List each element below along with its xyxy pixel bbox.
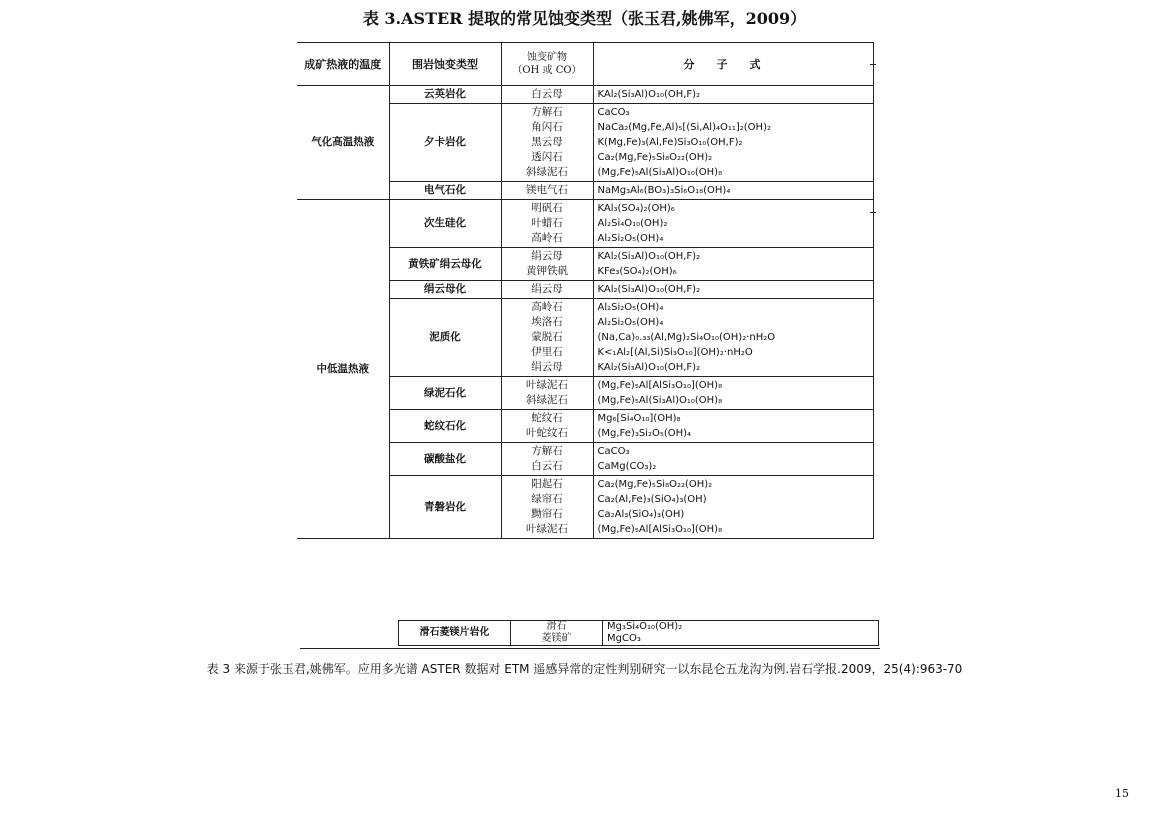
formula-list (593, 377, 873, 410)
header-type: 围岩蚀变类型 (389, 43, 501, 86)
mineral: 角闪石 (531, 121, 563, 133)
mineral-list (501, 281, 593, 299)
formula: (Mg,Fe)₅Al[AlSi₃O₁₀](OH)₈ (597, 380, 723, 391)
mineral: 镁电气石 (526, 184, 568, 196)
formula: Ca₂(Mg,Fe)₅Si₈O₂₂(OH)₂ (597, 479, 713, 490)
formula: KFe₃(SO₄)₂(OH)₆ (597, 266, 677, 277)
formula: Al₂Si₂O₅(OH)₄ (597, 317, 664, 328)
alteration-type: 蛇纹石化 (389, 410, 501, 443)
mineral: 透闪石 (531, 151, 563, 163)
formula: NaCa₂(Mg,Fe,Al)₅[(Si,Al)₄O₁₁]₂(OH)₂ (597, 122, 771, 133)
alteration-type: 黄铁矿绢云母化 (389, 248, 501, 281)
mineral: 绢云母 (531, 361, 563, 373)
mineral: 斜绿泥石 (526, 394, 568, 406)
mineral: 高岭石 (531, 301, 563, 313)
header-formula: 分子式 (593, 43, 873, 86)
alteration-type: 碳酸盐化 (389, 443, 501, 476)
header-mineral (501, 43, 593, 86)
formula-list (593, 86, 873, 104)
table-row (399, 621, 879, 646)
mineral: 叶蛇纹石 (526, 427, 568, 439)
mineral-list (501, 443, 593, 476)
mineral: 伊里石 (531, 346, 563, 358)
alteration-type: 云英岩化 (389, 86, 501, 104)
alteration-type: 绢云母化 (389, 281, 501, 299)
mineral-list (501, 476, 593, 539)
formula-list (593, 476, 873, 539)
alteration-type: 泥质化 (389, 299, 501, 377)
temp-class: 中低温热液 (297, 200, 389, 539)
mineral: 白云母 (531, 88, 563, 100)
formula: Mg₃Si₄O₁₀(OH)₂ (607, 621, 683, 632)
table-header-row (297, 43, 873, 86)
alteration-type: 青磐岩化 (389, 476, 501, 539)
table-body (297, 86, 873, 539)
alteration-table (297, 42, 873, 539)
header-mineral-line2: （OH 或 CO） (512, 65, 582, 76)
mineral: 绢云母 (531, 250, 563, 262)
mineral-list (501, 410, 593, 443)
mineral: 绿帘石 (531, 493, 563, 505)
mineral-list (501, 377, 593, 410)
formula: Al₂Si₂O₅(OH)₄ (597, 302, 664, 313)
temp-class: 气化高温热液 (297, 86, 389, 200)
mineral: 蒙脱石 (531, 331, 563, 343)
mineral: 高岭石 (531, 232, 563, 244)
extra-table-grid (398, 620, 879, 646)
formula: KAl₂(Si₃Al)O₁₀(OH,F)₂ (597, 251, 701, 262)
mineral-list (501, 86, 593, 104)
formula: KAl₃(SO₄)₂(OH)₆ (597, 203, 675, 214)
tick-mark (870, 212, 876, 213)
header-temp: 成矿热液的温度 (297, 43, 389, 86)
page-title: 表 3.ASTER 提取的常见蚀变类型（张玉君,姚佛军，2009） (362, 9, 807, 28)
alteration-type: 电气石化 (389, 182, 501, 200)
table-row (297, 86, 873, 104)
formula-list (593, 410, 873, 443)
mineral: 方解石 (531, 445, 563, 457)
formula: Ca₂(Al,Fe)₃(SiO₄)₃(OH) (597, 494, 707, 505)
mineral: 埃洛石 (531, 316, 563, 328)
formula: (Mg,Fe)₅Al[AlSi₃O₁₀](OH)₈ (597, 524, 723, 535)
formula: Al₂Si₄O₁₀(OH)₂ (597, 218, 668, 229)
extra-minerals (511, 621, 603, 646)
formula: (Mg,Fe)₅Al(Si₃Al)O₁₀(OH)₈ (597, 395, 723, 406)
mineral-list (501, 182, 593, 200)
formula: KAl₂(Si₃Al)O₁₀(OH,F)₂ (597, 284, 701, 295)
formula: MgCO₃ (607, 633, 641, 644)
formula: CaCO₃ (597, 107, 630, 118)
mineral: 明矾石 (531, 202, 563, 214)
formula: KAl₂(Si₃Al)O₁₀(OH,F)₂ (597, 89, 701, 100)
formula-list (593, 200, 873, 248)
alteration-type: 绿泥石化 (389, 377, 501, 410)
extra-type: 滑石菱镁片岩化 (399, 621, 511, 646)
extra-table (398, 620, 878, 646)
mineral: 蛇纹石 (531, 412, 563, 424)
formula: NaMg₃Al₆(BO₃)₃Si₆O₁₈(OH)₄ (597, 185, 731, 196)
formula: K(Mg,Fe)₃(Al,Fe)Si₃O₁₀(OH,F)₂ (597, 137, 743, 148)
mineral: 绢云母 (531, 283, 563, 295)
formula: Ca₂Al₃(SiO₄)₃(OH) (597, 509, 685, 520)
formula-list (593, 248, 873, 281)
formula: Ca₂(Mg,Fe)₅Si₈O₂₂(OH)₂ (597, 152, 713, 163)
alteration-table-grid (297, 42, 874, 539)
formula: CaMg(CO₃)₂ (597, 461, 657, 472)
mineral: 菱镁矿 (541, 633, 572, 644)
mineral: 阳起石 (531, 478, 563, 490)
header-mineral-line1: 蚀变矿物 (527, 52, 567, 63)
mineral: 叶绿泥石 (526, 379, 568, 391)
mineral-list (501, 248, 593, 281)
extra-formulas (603, 621, 879, 646)
formula: (Na,Ca)₀.₃₃(Al,Mg)₂Si₄O₁₀(OH)₂·nH₂O (597, 332, 776, 343)
formula-list (593, 182, 873, 200)
formula: K<₁Al₂[(Al,Si)Si₃O₁₀](OH)₂·nH₂O (597, 347, 753, 358)
mineral: 黄钾铁矾 (526, 265, 568, 277)
source-note: 表 3 来源于张玉君,姚佛军。应用多光谱 ASTER 数据对 ETM 遥感异常的定性判别研究一以东昆仑五龙沟为例.岩石学报.2009，25(4):963-70 (206, 662, 963, 676)
alteration-type: 夕卡岩化 (389, 104, 501, 182)
mineral: 叶绿泥石 (526, 523, 568, 535)
formula: (Mg,Fe)₃Si₂O₅(OH)₄ (597, 428, 692, 439)
mineral: 黑云母 (531, 136, 563, 148)
mineral: 滑石 (546, 621, 567, 632)
formula: CaCO₃ (597, 446, 630, 457)
formula: Mg₆[Si₄O₁₀](OH)₈ (597, 413, 681, 424)
formula: Al₂Si₂O₅(OH)₄ (597, 233, 664, 244)
formula: KAl₂(Si₃Al)O₁₀(OH,F)₂ (597, 362, 701, 373)
table-bottom-rule (300, 648, 880, 649)
mineral-list (501, 299, 593, 377)
tick-mark (870, 64, 876, 65)
formula-list (593, 281, 873, 299)
mineral: 白云石 (531, 460, 563, 472)
formula: (Mg,Fe)₅Al(Si₃Al)O₁₀(OH)₈ (597, 167, 723, 178)
mineral: 斜绿泥石 (526, 166, 568, 178)
alteration-type: 次生硅化 (389, 200, 501, 248)
table-row (297, 200, 873, 248)
formula-list (593, 104, 873, 182)
formula-list (593, 443, 873, 476)
mineral: 叶蜡石 (531, 217, 563, 229)
formula-list (593, 299, 873, 377)
mineral: 方解石 (531, 106, 563, 118)
mineral: 黝帘石 (531, 508, 563, 520)
mineral-list (501, 104, 593, 182)
mineral-list (501, 200, 593, 248)
page-number: 15 (1115, 787, 1129, 800)
